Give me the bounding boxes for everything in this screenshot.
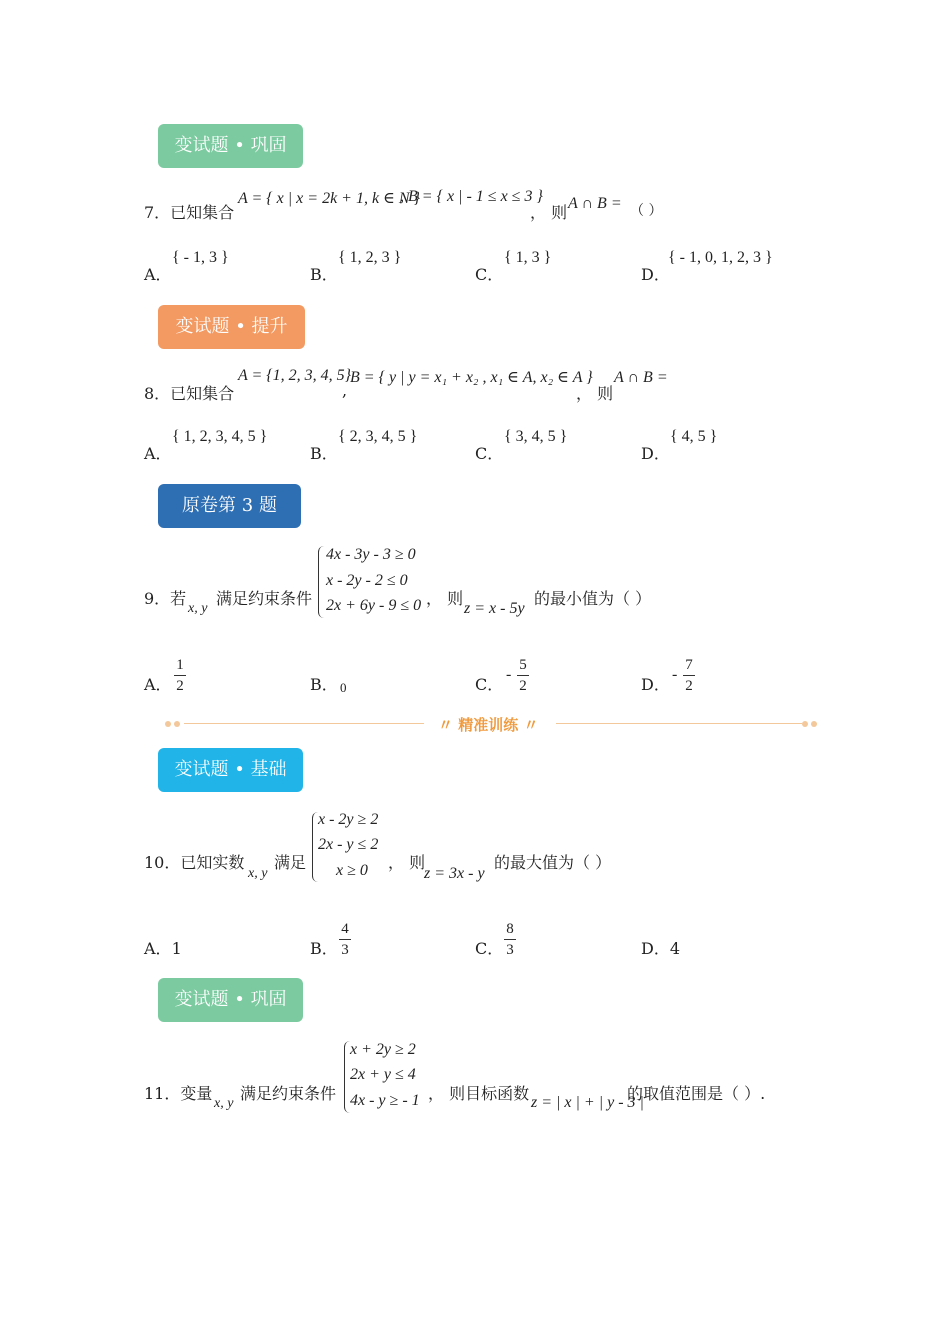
question-10-stem: 10．已知实数 [144, 853, 245, 872]
section-tag-consolidate-2: 变试题 • 巩固 [158, 978, 303, 1022]
question-7-then: ， 则 [530, 203, 568, 222]
q9-constraint-2: x - 2y - 2 ≤ 0 [326, 572, 408, 589]
q10-option-d-value: 4 [669, 939, 681, 958]
q9-option-a-label: A． [144, 675, 172, 694]
question-11-ask: 的取值范围是（ ）. [627, 1084, 766, 1103]
q7-option-c-value: { 1, 3 } [504, 249, 552, 266]
q9-option-c-fraction: 5 2 [517, 656, 529, 695]
q8-option-c-value: { 3, 4, 5 } [504, 428, 568, 445]
q10-option-b-fraction: 4 3 [339, 920, 351, 959]
q11-constraint-1: x + 2y ≥ 2 [350, 1041, 416, 1058]
divider-line-left [184, 723, 424, 724]
q8-option-d-label: D． [641, 444, 670, 463]
question-9-vars: x, y [188, 601, 208, 616]
question-9-stem: 9．若 [144, 589, 187, 608]
divider-dot-right-2 [811, 721, 817, 727]
q10-option-c-fraction: 8 3 [504, 920, 516, 959]
question-9-ask: 的最小值为（ ） [534, 589, 652, 608]
q7-option-d-value: { - 1, 0, 1, 2, 3 } [668, 249, 773, 266]
q9-constraint-3: 2x + 6y - 9 ≤ 0 [326, 597, 422, 614]
q9-option-c-sign: - [506, 666, 512, 683]
question-9-objective: z = x - 5y [464, 600, 525, 617]
q10-option-a-value: 1 [171, 939, 182, 958]
question-8-expression: A ∩ B = [614, 369, 668, 386]
q9-option-d-sign: - [672, 666, 678, 683]
section-tag-advance: 变试题 • 提升 [158, 305, 305, 349]
question-11-condition: 满足约束条件 [240, 1084, 337, 1103]
q10-constraint-3: x ≥ 0 [336, 862, 368, 879]
q9-option-a-fraction: 1 2 [174, 656, 186, 695]
question-7-set-b: , B = { x | - 1 ≤ x ≤ 3 } [400, 188, 543, 205]
question-8-set-a: A = {1, 2, 3, 4, 5} [238, 367, 352, 384]
q9-option-b-value: 0 [340, 680, 347, 695]
section-tag-consolidate: 变试题 • 巩固 [158, 124, 303, 168]
divider-title: 〃 精准训练 〃 [438, 716, 539, 734]
q7-option-b-value: { 1, 2, 3 } [338, 249, 402, 266]
q7-option-a-value: { - 1, 3 } [172, 249, 229, 266]
q10-option-d-label: D．4 [641, 939, 681, 958]
q8-option-c-label: C． [475, 444, 504, 463]
q9-system-brace [318, 546, 325, 618]
question-8-stem: 8．已知集合 [144, 384, 235, 403]
q9-constraint-1: 4x - 3y - 3 ≥ 0 [326, 546, 416, 563]
q9-option-b-label: B． [310, 675, 338, 694]
divider-line-right [556, 723, 802, 724]
question-11-then: ， 则目标函数 [428, 1084, 530, 1103]
divider-dot-left-2 [174, 721, 180, 727]
q8-option-b-value: { 2, 3, 4, 5 } [338, 428, 418, 445]
q8-option-d-value: { 4, 5 } [670, 428, 718, 445]
q11-constraint-3: 4x - y ≥ - 1 [350, 1092, 420, 1109]
q7-option-b-label: B． [310, 265, 338, 284]
question-11-vars: x, y [214, 1096, 234, 1111]
q11-constraint-2: 2x + y ≤ 4 [350, 1066, 416, 1083]
q7-option-d-label: D． [641, 265, 670, 284]
question-9-then: ， 则 [426, 589, 464, 608]
q9-option-d-label: D． [641, 675, 670, 694]
q8-option-b-label: B． [310, 444, 338, 463]
question-10-then: ， 则 [388, 853, 426, 872]
q8-option-a-value: { 1, 2, 3, 4, 5 } [172, 428, 268, 445]
q10-option-a-label: A．1 [144, 939, 182, 958]
question-11-objective: z = | x | + | y - 3 | [531, 1094, 644, 1111]
question-7-stem: 7．已知集合 [144, 203, 235, 222]
divider-deco-left-icon: 〃 [438, 716, 454, 734]
question-11-stem: 11．变量 [144, 1084, 213, 1103]
divider-dot-left-1 [165, 721, 171, 727]
question-10-objective: z = 3x - y [424, 865, 485, 882]
q7-option-c-label: C． [475, 265, 504, 284]
question-7-set-a: A = { x | x = 2k + 1, k ∈ N } [238, 190, 420, 207]
section-tag-original: 原卷第 3 题 [158, 484, 301, 528]
question-8-then: ， 则 [576, 384, 614, 403]
q8-option-a-label: A． [144, 444, 172, 463]
question-10-ask: 的最大值为（ ） [494, 853, 612, 872]
question-10-condition: 满足 [274, 853, 307, 872]
section-tag-basic: 变试题 • 基础 [158, 748, 303, 792]
q10-constraint-2: 2x - y ≤ 2 [318, 836, 379, 853]
question-9-condition: 满足约束条件 [216, 589, 313, 608]
divider-dot-right-1 [802, 721, 808, 727]
q7-option-a-label: A． [144, 265, 172, 284]
q10-option-b-label: B． [310, 939, 338, 958]
q10-constraint-1: x - 2y ≥ 2 [318, 811, 379, 828]
q9-option-d-fraction: 7 2 [683, 656, 695, 695]
q10-option-c-label: C． [475, 939, 504, 958]
question-7-answer-blank: （ ） [630, 203, 663, 219]
divider-deco-right-icon: 〃 [523, 716, 539, 734]
q9-option-c-label: C． [475, 675, 504, 694]
question-10-vars: x, y [248, 866, 268, 881]
question-8-set-b: B = { y | y = x₁ + x₂ , x₁ ∈ A, x₂ ∈ A } [350, 369, 593, 386]
question-8-comma: , [342, 381, 348, 400]
question-7-expression: A ∩ B = [568, 195, 622, 212]
